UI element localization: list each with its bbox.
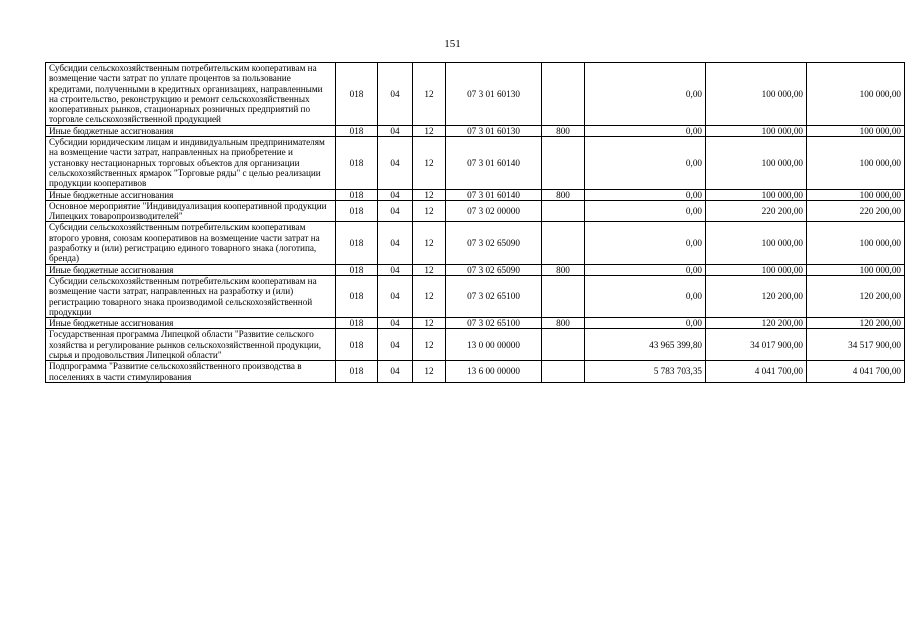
target-article-code: 07 3 01 60140 [446,137,542,189]
amount-year-3: 100 000,00 [807,264,905,275]
row-description: Основное мероприятие "Индивидуализация кооперативной продукции Липецких товаропроизводителей" [46,200,336,222]
section-code: 04 [378,275,413,317]
table-row [46,137,905,189]
amount-year-3: 120 200,00 [807,275,905,317]
target-article-code: 07 3 02 00000 [446,200,542,222]
subsection-code: 12 [413,329,446,361]
amount-year-3: 220 200,00 [807,200,905,222]
expense-type-code: 800 [542,189,585,200]
expense-type-code: 800 [542,264,585,275]
amount-year-3: 4 041 700,00 [807,361,905,383]
budget-table [45,62,905,383]
ministry-code: 018 [336,329,378,361]
subsection-code: 12 [413,318,446,329]
amount-year-3: 120 200,00 [807,318,905,329]
expense-type-code [542,137,585,189]
page-number: 151 [444,38,461,50]
row-description: Субсидии сельскохозяйственным потребительским кооперативам на возмещение части затрат, направленных на разработку и (или) регистрацию товарного знака производимой сельскохозяйственной продукции [46,275,336,317]
ministry-code: 018 [336,137,378,189]
ministry-code: 018 [336,264,378,275]
section-code: 04 [378,63,413,126]
ministry-code: 018 [336,318,378,329]
ministry-code: 018 [336,200,378,222]
amount-year-1: 0,00 [585,275,706,317]
amount-year-1: 0,00 [585,318,706,329]
table-row [46,63,905,126]
amount-year-2: 100 000,00 [706,222,807,264]
target-article-code: 13 0 00 00000 [446,329,542,361]
section-code: 04 [378,189,413,200]
subsection-code: 12 [413,189,446,200]
amount-year-2: 4 041 700,00 [706,361,807,383]
amount-year-2: 120 200,00 [706,318,807,329]
section-code: 04 [378,137,413,189]
subsection-code: 12 [413,361,446,383]
row-description: Субсидии сельскохозяйственным потребительским кооперативам на возмещение части затрат по уплате процентов за пользование кредитами, полученными в кредитных организациях, направленными на строительство, реконструкцию и ремонт сельскохозяйственных кооперативных рынков, стационарных розничных предприятий по торговле сельскохозяйственной продукцией [46,63,336,126]
amount-year-2: 100 000,00 [706,137,807,189]
subsection-code: 12 [413,222,446,264]
table-row [46,361,905,383]
target-article-code: 07 3 01 60140 [446,189,542,200]
amount-year-1: 0,00 [585,264,706,275]
amount-year-1: 0,00 [585,200,706,222]
row-description: Иные бюджетные ассигнования [46,264,336,275]
amount-year-2: 100 000,00 [706,63,807,126]
amount-year-1: 0,00 [585,125,706,136]
amount-year-3: 100 000,00 [807,222,905,264]
subsection-code: 12 [413,200,446,222]
amount-year-1: 5 783 703,35 [585,361,706,383]
row-description: Иные бюджетные ассигнования [46,318,336,329]
amount-year-2: 220 200,00 [706,200,807,222]
section-code: 04 [378,318,413,329]
ministry-code: 018 [336,189,378,200]
ministry-code: 018 [336,222,378,264]
expense-type-code [542,275,585,317]
target-article-code: 07 3 02 65100 [446,318,542,329]
amount-year-1: 0,00 [585,63,706,126]
table-row [46,275,905,317]
target-article-code: 07 3 01 60130 [446,125,542,136]
section-code: 04 [378,125,413,136]
subsection-code: 12 [413,137,446,189]
expense-type-code [542,200,585,222]
row-description: Иные бюджетные ассигнования [46,125,336,136]
target-article-code: 07 3 02 65100 [446,275,542,317]
section-code: 04 [378,264,413,275]
table-row [46,264,905,275]
row-description: Государственная программа Липецкой области "Развитие сельского хозяйства и регулирование рынков сельскохозяйственной продукции, сырья и продовольствия Липецкой области" [46,329,336,361]
amount-year-2: 100 000,00 [706,264,807,275]
amount-year-1: 0,00 [585,137,706,189]
amount-year-1: 0,00 [585,189,706,200]
table-row [46,318,905,329]
amount-year-3: 34 517 900,00 [807,329,905,361]
row-description: Иные бюджетные ассигнования [46,189,336,200]
budget-table-body [46,63,905,383]
expense-type-code: 800 [542,125,585,136]
section-code: 04 [378,200,413,222]
table-row [46,200,905,222]
expense-type-code: 800 [542,318,585,329]
subsection-code: 12 [413,63,446,126]
ministry-code: 018 [336,63,378,126]
row-description: Субсидии юридическим лицам и индивидуальным предпринимателям на возмещение части затрат, направленных на приобретение и установку нестационарных торговых объектов для организации сельскохозяйственных ярмарок "Торговые ряды" с целью реализации продукции кооперативов [46,137,336,189]
amount-year-2: 100 000,00 [706,189,807,200]
amount-year-1: 43 965 399,80 [585,329,706,361]
target-article-code: 07 3 01 60130 [446,63,542,126]
target-article-code: 07 3 02 65090 [446,222,542,264]
target-article-code: 13 6 00 00000 [446,361,542,383]
expense-type-code [542,361,585,383]
amount-year-1: 0,00 [585,222,706,264]
amount-year-3: 100 000,00 [807,125,905,136]
amount-year-2: 120 200,00 [706,275,807,317]
section-code: 04 [378,361,413,383]
amount-year-3: 100 000,00 [807,63,905,126]
table-row [46,125,905,136]
table-row [46,189,905,200]
amount-year-2: 34 017 900,00 [706,329,807,361]
section-code: 04 [378,329,413,361]
ministry-code: 018 [336,361,378,383]
expense-type-code [542,222,585,264]
expense-type-code [542,63,585,126]
subsection-code: 12 [413,264,446,275]
row-description: Подпрограмма "Развитие сельскохозяйственного производства в поселениях в части стимулирования [46,361,336,383]
amount-year-3: 100 000,00 [807,137,905,189]
subsection-code: 12 [413,275,446,317]
ministry-code: 018 [336,125,378,136]
expense-type-code [542,329,585,361]
subsection-code: 12 [413,125,446,136]
ministry-code: 018 [336,275,378,317]
table-row [46,329,905,361]
table-row [46,222,905,264]
amount-year-2: 100 000,00 [706,125,807,136]
row-description: Субсидии сельскохозяйственным потребительским кооперативам второго уровня, союзам кооперативов на возмещение части затрат на разработку и (или) регистрацию единого товарного знака (логотипа, бренда) [46,222,336,264]
amount-year-3: 100 000,00 [807,189,905,200]
section-code: 04 [378,222,413,264]
target-article-code: 07 3 02 65090 [446,264,542,275]
